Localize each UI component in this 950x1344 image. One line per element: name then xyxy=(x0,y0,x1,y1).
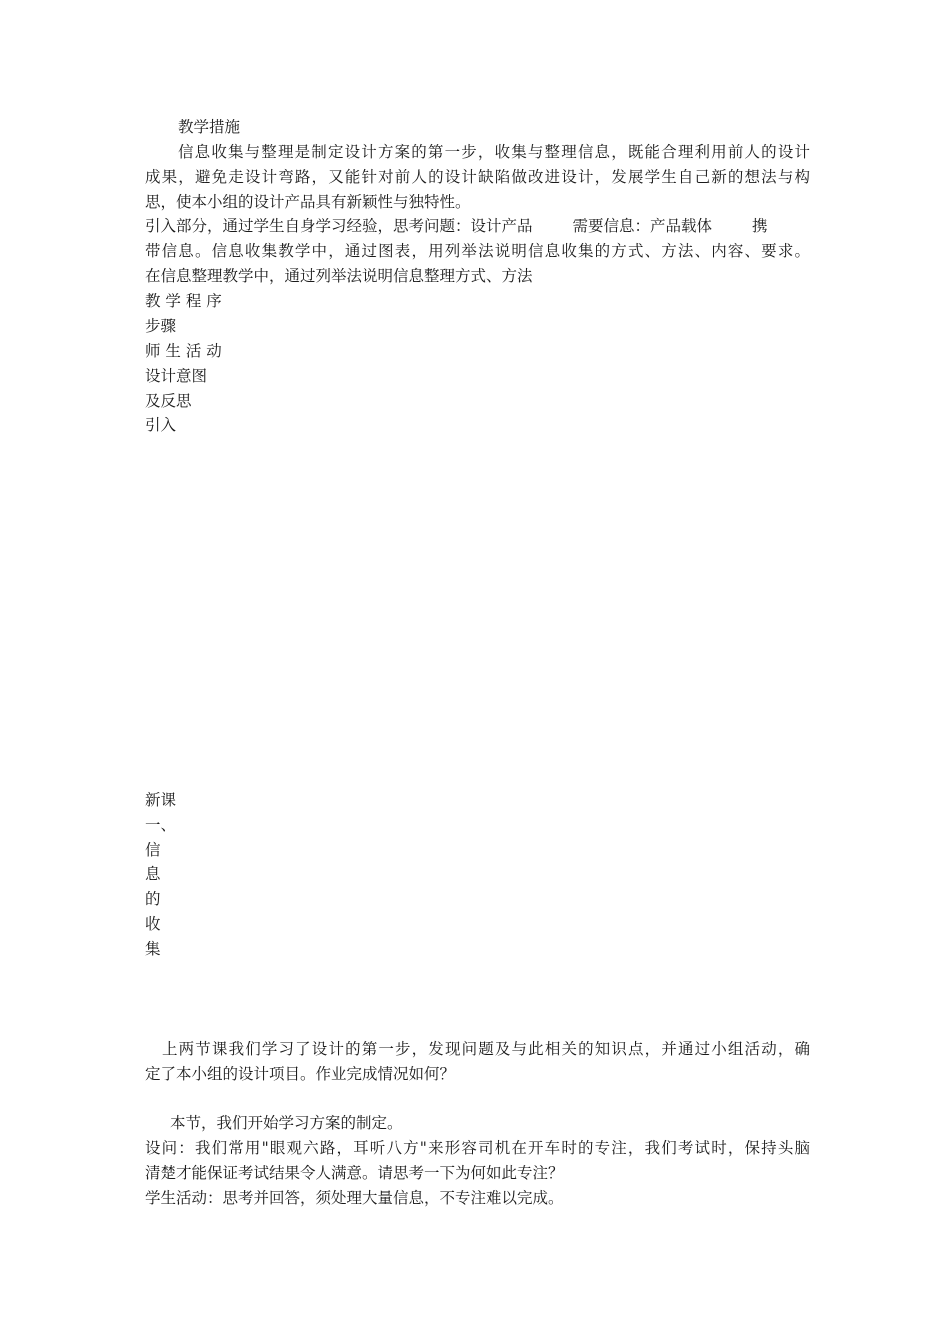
label-steps: 步骤 xyxy=(145,317,177,335)
label-new-lesson: 新课 xyxy=(145,791,177,809)
paragraph-line: 清楚才能保证考试结果令人满意。请思考一下为何如此专注？ xyxy=(145,1164,564,1182)
vertical-char: 收 xyxy=(145,915,161,933)
paragraph-line: 在信息整理教学中，通过列举法说明信息整理方式、方法 xyxy=(145,267,533,285)
needs-text: 需要信息：产品载体 xyxy=(572,217,713,235)
vertical-char: 的 xyxy=(145,890,161,908)
vertical-char: 信 xyxy=(145,841,161,859)
label-reflection: 及反思 xyxy=(145,392,192,410)
paragraph-line: 设问：我们常用"眼观六路，耳听八方"来形容司机在开车时的专注，我们考试时，保持头脑 xyxy=(145,1139,810,1157)
paragraph-line: 成果，避免走设计弯路，又能针对前人的设计缺陷做改进设计，发展学生自己新的想法与构 xyxy=(145,168,810,186)
paragraph-line: 带信息。信息收集教学中，通过图表，用列举法说明信息收集的方式、方法、内容、要求。 xyxy=(145,242,810,260)
vertical-char: 一、 xyxy=(145,816,177,834)
paragraph-line: 信息收集与整理是制定设计方案的第一步，收集与整理信息，既能合理利用前人的设计 xyxy=(178,143,810,161)
vertical-char: 集 xyxy=(145,940,161,958)
vertical-char: 息 xyxy=(145,865,161,883)
paragraph-line: 本节，我们开始学习方案的制定。 xyxy=(170,1114,403,1132)
paragraph-line xyxy=(145,214,810,239)
label-intro: 引入 xyxy=(145,416,177,434)
label-intent: 设计意图 xyxy=(145,367,208,385)
intro-text: 引入部分，通过学生自身学习经验，思考问题：设计产品 xyxy=(145,217,533,235)
paragraph-line: 学生活动：思考并回答，须处理大量信息，不专注难以完成。 xyxy=(145,1189,564,1207)
paragraph-line: 思，使本小组的设计产品具有新颖性与独特性。 xyxy=(145,193,471,211)
carry-text: 携 xyxy=(752,217,768,235)
paragraph-line: 上两节课我们学习了设计的第一步，发现问题及与此相关的知识点，并通过小组活动，确 xyxy=(162,1040,810,1058)
heading-teaching-measures: 教学措施 xyxy=(178,118,241,136)
label-procedure: 教 学 程 序 xyxy=(145,292,222,310)
paragraph-line: 定了本小组的设计项目。作业完成情况如何？ xyxy=(145,1065,456,1083)
label-activities: 师 生 活 动 xyxy=(145,342,222,360)
